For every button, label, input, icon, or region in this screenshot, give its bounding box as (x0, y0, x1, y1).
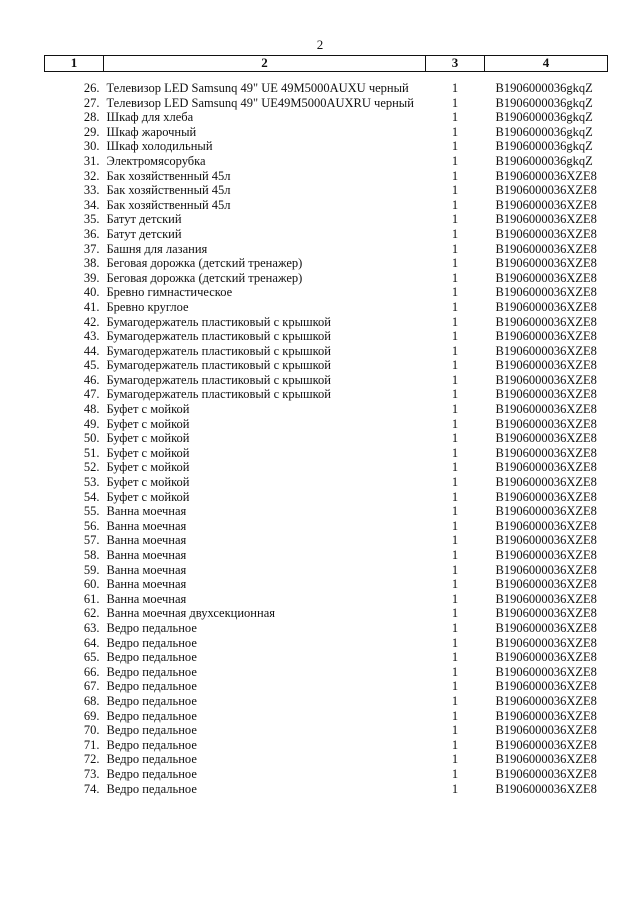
item-name: Бумагодержатель пластиковый с крышкой (106, 358, 331, 373)
table-row (45, 285, 608, 300)
column-header-quantity: 3 (426, 56, 485, 72)
item-name: Бумагодержатель пластиковый с крышкой (106, 387, 331, 402)
item-quantity: 1 (451, 299, 459, 314)
table-row (45, 344, 608, 359)
item-code: B1906000036XZE8 (495, 548, 597, 562)
item-quantity: 1 (451, 329, 459, 344)
item-quantity: 1 (451, 679, 459, 694)
item-quantity: 1 (451, 489, 459, 504)
item-name: Ведро педальное (106, 737, 197, 752)
item-code: B1906000036XZE8 (495, 650, 597, 665)
item-quantity: 1 (451, 197, 459, 212)
item-quantity: 1 (451, 650, 459, 665)
row-number: 53. (83, 475, 100, 490)
item-quantity: 1 (451, 226, 459, 241)
item-quantity: 1 (451, 781, 459, 796)
row-number: 59. (83, 562, 100, 577)
item-quantity: 1 (451, 693, 459, 708)
inventory-table (44, 55, 608, 796)
item-quantity: 1 (451, 183, 459, 198)
item-quantity: 1 (451, 124, 459, 139)
item-code: B1906000036XZE8 (495, 387, 597, 402)
item-quantity: 1 (451, 548, 459, 562)
item-code: B1906000036gkqZ (495, 124, 593, 139)
item-code: B1906000036XZE8 (495, 475, 597, 490)
item-code: B1906000036XZE8 (495, 766, 597, 781)
item-name: Буфет с мойкой (106, 416, 190, 431)
table-row (45, 198, 608, 213)
row-number: 31. (83, 153, 100, 168)
row-number: 28. (83, 110, 100, 125)
item-code: B1906000036XZE8 (495, 343, 597, 358)
item-name: Ведро педальное (106, 693, 197, 708)
item-name: Ванна моечная (106, 562, 187, 577)
item-code: B1906000036XZE8 (495, 226, 597, 241)
item-code: B1906000036XZE8 (495, 299, 597, 314)
table-row (45, 709, 608, 724)
item-name: Ванна моечная (106, 518, 187, 533)
item-code: B1906000036XZE8 (495, 679, 597, 694)
item-name: Буфет с мойкой (106, 431, 190, 446)
item-quantity: 1 (451, 314, 459, 329)
item-quantity: 1 (451, 241, 459, 256)
header-row (45, 56, 608, 72)
row-number: 56. (83, 518, 100, 533)
item-quantity: 1 (451, 708, 459, 723)
row-number: 74. (83, 781, 100, 796)
row-number: 70. (83, 723, 100, 738)
table-row (45, 504, 608, 519)
table-row (45, 548, 608, 563)
table-row (45, 431, 608, 446)
item-quantity: 1 (451, 372, 459, 387)
table-row (45, 490, 608, 505)
item-name: Батут детский (106, 212, 182, 227)
item-quantity: 1 (451, 766, 459, 781)
row-number: 57. (83, 533, 100, 548)
item-name: Шкаф жарочный (106, 124, 197, 139)
row-number: 33. (83, 183, 100, 198)
item-name: Ведро педальное (106, 781, 197, 796)
item-code: B1906000036XZE8 (495, 577, 597, 592)
row-number: 69. (83, 708, 100, 723)
table-row (45, 475, 608, 490)
row-number: 65. (83, 650, 100, 665)
item-code: B1906000036XZE8 (495, 372, 597, 387)
column-header-number: 1 (45, 56, 104, 72)
table-row (45, 212, 608, 227)
item-code: B1906000036XZE8 (495, 197, 597, 212)
item-name: Телевизор LED Samsunq 49" UE49M5000AUXRU черный (106, 95, 414, 110)
row-number: 39. (83, 270, 100, 285)
row-number: 67. (83, 679, 100, 694)
item-quantity: 1 (451, 387, 459, 402)
item-quantity: 1 (451, 577, 459, 592)
item-name: Буфет с мойкой (106, 475, 190, 490)
item-name: Шкаф холодильный (106, 139, 213, 154)
item-code: B1906000036XZE8 (495, 664, 597, 679)
item-name: Батут детский (106, 226, 182, 241)
item-name: Ведро педальное (106, 650, 197, 665)
row-number: 66. (83, 664, 100, 679)
row-number: 73. (83, 766, 100, 781)
item-name: Электромясорубка (106, 153, 206, 168)
item-quantity: 1 (451, 416, 459, 431)
item-name: Ведро педальное (106, 664, 197, 679)
item-code: B1906000036XZE8 (495, 752, 597, 767)
row-number: 68. (83, 693, 100, 708)
row-number: 47. (83, 387, 100, 402)
item-quantity: 1 (451, 139, 459, 154)
item-name: Беговая дорожка (детский тренажер) (106, 256, 303, 271)
row-number: 50. (83, 431, 100, 446)
page-number: 2 (316, 37, 324, 52)
item-code: B1906000036XZE8 (495, 183, 597, 198)
item-quantity: 1 (451, 95, 459, 110)
table-row (45, 563, 608, 578)
item-name: Буфет с мойкой (106, 489, 190, 504)
table-row (45, 183, 608, 198)
item-quantity: 1 (451, 460, 459, 475)
item-code: B1906000036XZE8 (495, 606, 597, 621)
item-code: B1906000036XZE8 (495, 533, 597, 548)
item-name: Бумагодержатель пластиковый с крышкой (106, 343, 331, 358)
item-quantity: 1 (451, 723, 459, 738)
row-number: 45. (83, 358, 100, 373)
row-number: 49. (83, 416, 100, 431)
table-row (45, 752, 608, 767)
table-row (45, 154, 608, 169)
item-code: B1906000036XZE8 (495, 329, 597, 344)
item-code: B1906000036XZE8 (495, 358, 597, 373)
item-quantity: 1 (451, 533, 459, 548)
item-quantity: 1 (451, 737, 459, 752)
item-code: B1906000036gkqZ (495, 139, 593, 154)
table-row (45, 636, 608, 651)
item-quantity: 1 (451, 504, 459, 519)
item-code: B1906000036XZE8 (495, 504, 597, 519)
item-code: B1906000036gkqZ (495, 153, 593, 168)
item-code: B1906000036XZE8 (495, 723, 597, 738)
item-name: Ведро педальное (106, 752, 197, 767)
item-quantity: 1 (451, 358, 459, 373)
item-code: B1906000036XZE8 (495, 591, 597, 606)
item-name: Башня для лазания (106, 241, 208, 256)
row-number: 26. (83, 81, 100, 95)
item-name: Ванна моечная двухсекционная (106, 606, 275, 621)
item-name: Бак хозяйственный 45л (106, 197, 231, 212)
item-code: B1906000036gkqZ (495, 110, 593, 125)
item-code: B1906000036XZE8 (495, 256, 597, 271)
table-row (45, 694, 608, 709)
item-name: Ведро педальное (106, 679, 197, 694)
item-name: Буфет с мойкой (106, 402, 190, 417)
item-name: Бак хозяйственный 45л (106, 183, 231, 198)
item-quantity: 1 (451, 431, 459, 446)
item-name: Телевизор LED Samsunq 49" UE 49M5000AUXU черный (106, 81, 409, 95)
row-number: 37. (83, 241, 100, 256)
item-quantity: 1 (451, 518, 459, 533)
row-number: 51. (83, 445, 100, 460)
item-name: Шкаф для хлеба (106, 110, 194, 125)
item-name: Ведро педальное (106, 708, 197, 723)
item-quantity: 1 (451, 752, 459, 767)
table-row (45, 110, 608, 125)
item-code: B1906000036XZE8 (495, 693, 597, 708)
table-row (45, 665, 608, 680)
item-quantity: 1 (451, 285, 459, 300)
column-header-code: 4 (485, 56, 608, 72)
table-row (45, 592, 608, 607)
table-row (45, 125, 608, 140)
row-number: 64. (83, 635, 100, 650)
item-quantity: 1 (451, 664, 459, 679)
table-row (45, 300, 608, 315)
item-quantity: 1 (451, 168, 459, 183)
item-code: B1906000036XZE8 (495, 212, 597, 227)
item-code: B1906000036XZE8 (495, 431, 597, 446)
item-code: B1906000036XZE8 (495, 402, 597, 417)
row-number: 60. (83, 577, 100, 592)
table-row (45, 271, 608, 286)
table-row (45, 446, 608, 461)
item-code: B1906000036XZE8 (495, 285, 597, 300)
item-name: Ведро педальное (106, 620, 197, 635)
table-row (45, 417, 608, 432)
item-code: B1906000036XZE8 (495, 445, 597, 460)
item-name: Беговая дорожка (детский тренажер) (106, 270, 303, 285)
table-row (45, 373, 608, 388)
item-code: B1906000036XZE8 (495, 270, 597, 285)
table-row (45, 256, 608, 271)
row-number: 72. (83, 752, 100, 767)
row-number: 43. (83, 329, 100, 344)
table-row (45, 358, 608, 373)
item-code: B1906000036gkqZ (495, 95, 593, 110)
item-code: B1906000036XZE8 (495, 708, 597, 723)
item-code: B1906000036XZE8 (495, 314, 597, 329)
item-name: Бумагодержатель пластиковый с крышкой (106, 329, 331, 344)
item-code: B1906000036XZE8 (495, 241, 597, 256)
table-row (45, 460, 608, 475)
item-name: Бревно гимнастическое (106, 285, 233, 300)
table-header (45, 56, 608, 72)
item-quantity: 1 (451, 256, 459, 271)
table-row (45, 96, 608, 111)
item-name: Буфет с мойкой (106, 445, 190, 460)
item-code: B1906000036XZE8 (495, 562, 597, 577)
item-quantity: 1 (451, 620, 459, 635)
item-name: Буфет с мойкой (106, 460, 190, 475)
row-number: 38. (83, 256, 100, 271)
row-number: 52. (83, 460, 100, 475)
table-row (45, 139, 608, 154)
item-name: Ванна моечная (106, 591, 187, 606)
row-number: 32. (83, 168, 100, 183)
table-row (45, 738, 608, 753)
table-row (45, 723, 608, 738)
item-name: Ведро педальное (106, 766, 197, 781)
row-number: 36. (83, 226, 100, 241)
row-number: 54. (83, 489, 100, 504)
item-code: B1906000036XZE8 (495, 635, 597, 650)
row-number: 55. (83, 504, 100, 519)
item-quantity: 1 (451, 270, 459, 285)
item-code: B1906000036XZE8 (495, 737, 597, 752)
item-name: Ванна моечная (106, 533, 187, 548)
table-row (45, 227, 608, 242)
item-quantity: 1 (451, 402, 459, 417)
item-quantity: 1 (451, 81, 459, 95)
item-name: Ведро педальное (106, 723, 197, 738)
item-name: Бумагодержатель пластиковый с крышкой (106, 314, 331, 329)
row-number: 44. (83, 343, 100, 358)
table-row (45, 169, 608, 184)
item-name: Бак хозяйственный 45л (106, 168, 231, 183)
row-number: 30. (83, 139, 100, 154)
item-name: Ванна моечная (106, 504, 187, 519)
row-number: 62. (83, 606, 100, 621)
row-number: 34. (83, 197, 100, 212)
item-name: Ведро педальное (106, 635, 197, 650)
item-name: Бумагодержатель пластиковый с крышкой (106, 372, 331, 387)
row-number: 42. (83, 314, 100, 329)
table-row (45, 533, 608, 548)
table-row (45, 679, 608, 694)
item-code: B1906000036XZE8 (495, 518, 597, 533)
item-code: B1906000036gkqZ (495, 81, 593, 95)
item-quantity: 1 (451, 606, 459, 621)
table-row (45, 315, 608, 330)
row-number: 40. (83, 285, 100, 300)
table-row (45, 606, 608, 621)
table-body (45, 72, 608, 797)
row-number: 58. (83, 548, 100, 562)
item-quantity: 1 (451, 110, 459, 125)
table-row (45, 387, 608, 402)
item-quantity: 1 (451, 591, 459, 606)
table-row (45, 329, 608, 344)
item-quantity: 1 (451, 635, 459, 650)
item-code: B1906000036XZE8 (495, 168, 597, 183)
row-number: 71. (83, 737, 100, 752)
row-number: 48. (83, 402, 100, 417)
row-number: 61. (83, 591, 100, 606)
item-code: B1906000036XZE8 (495, 416, 597, 431)
item-code: B1906000036XZE8 (495, 489, 597, 504)
item-quantity: 1 (451, 475, 459, 490)
item-quantity: 1 (451, 562, 459, 577)
item-code: B1906000036XZE8 (495, 781, 597, 796)
item-name: Бревно круглое (106, 299, 189, 314)
table-row (45, 782, 608, 797)
row-number: 46. (83, 372, 100, 387)
row-number: 63. (83, 620, 100, 635)
row-number: 27. (83, 95, 100, 110)
table-row (45, 650, 608, 665)
row-number: 29. (83, 124, 100, 139)
column-header-name: 2 (104, 56, 426, 72)
table-row (45, 519, 608, 534)
item-name: Ванна моечная (106, 577, 187, 592)
item-quantity: 1 (451, 212, 459, 227)
row-number: 35. (83, 212, 100, 227)
table-row (45, 577, 608, 592)
item-quantity: 1 (451, 343, 459, 358)
item-quantity: 1 (451, 445, 459, 460)
row-number: 41. (83, 299, 100, 314)
table-row (45, 242, 608, 257)
item-code: B1906000036XZE8 (495, 460, 597, 475)
table-row (45, 402, 608, 417)
table-row (45, 72, 608, 96)
item-quantity: 1 (451, 153, 459, 168)
table-row (45, 767, 608, 782)
item-code: B1906000036XZE8 (495, 620, 597, 635)
table-row (45, 621, 608, 636)
item-name: Ванна моечная (106, 548, 187, 562)
